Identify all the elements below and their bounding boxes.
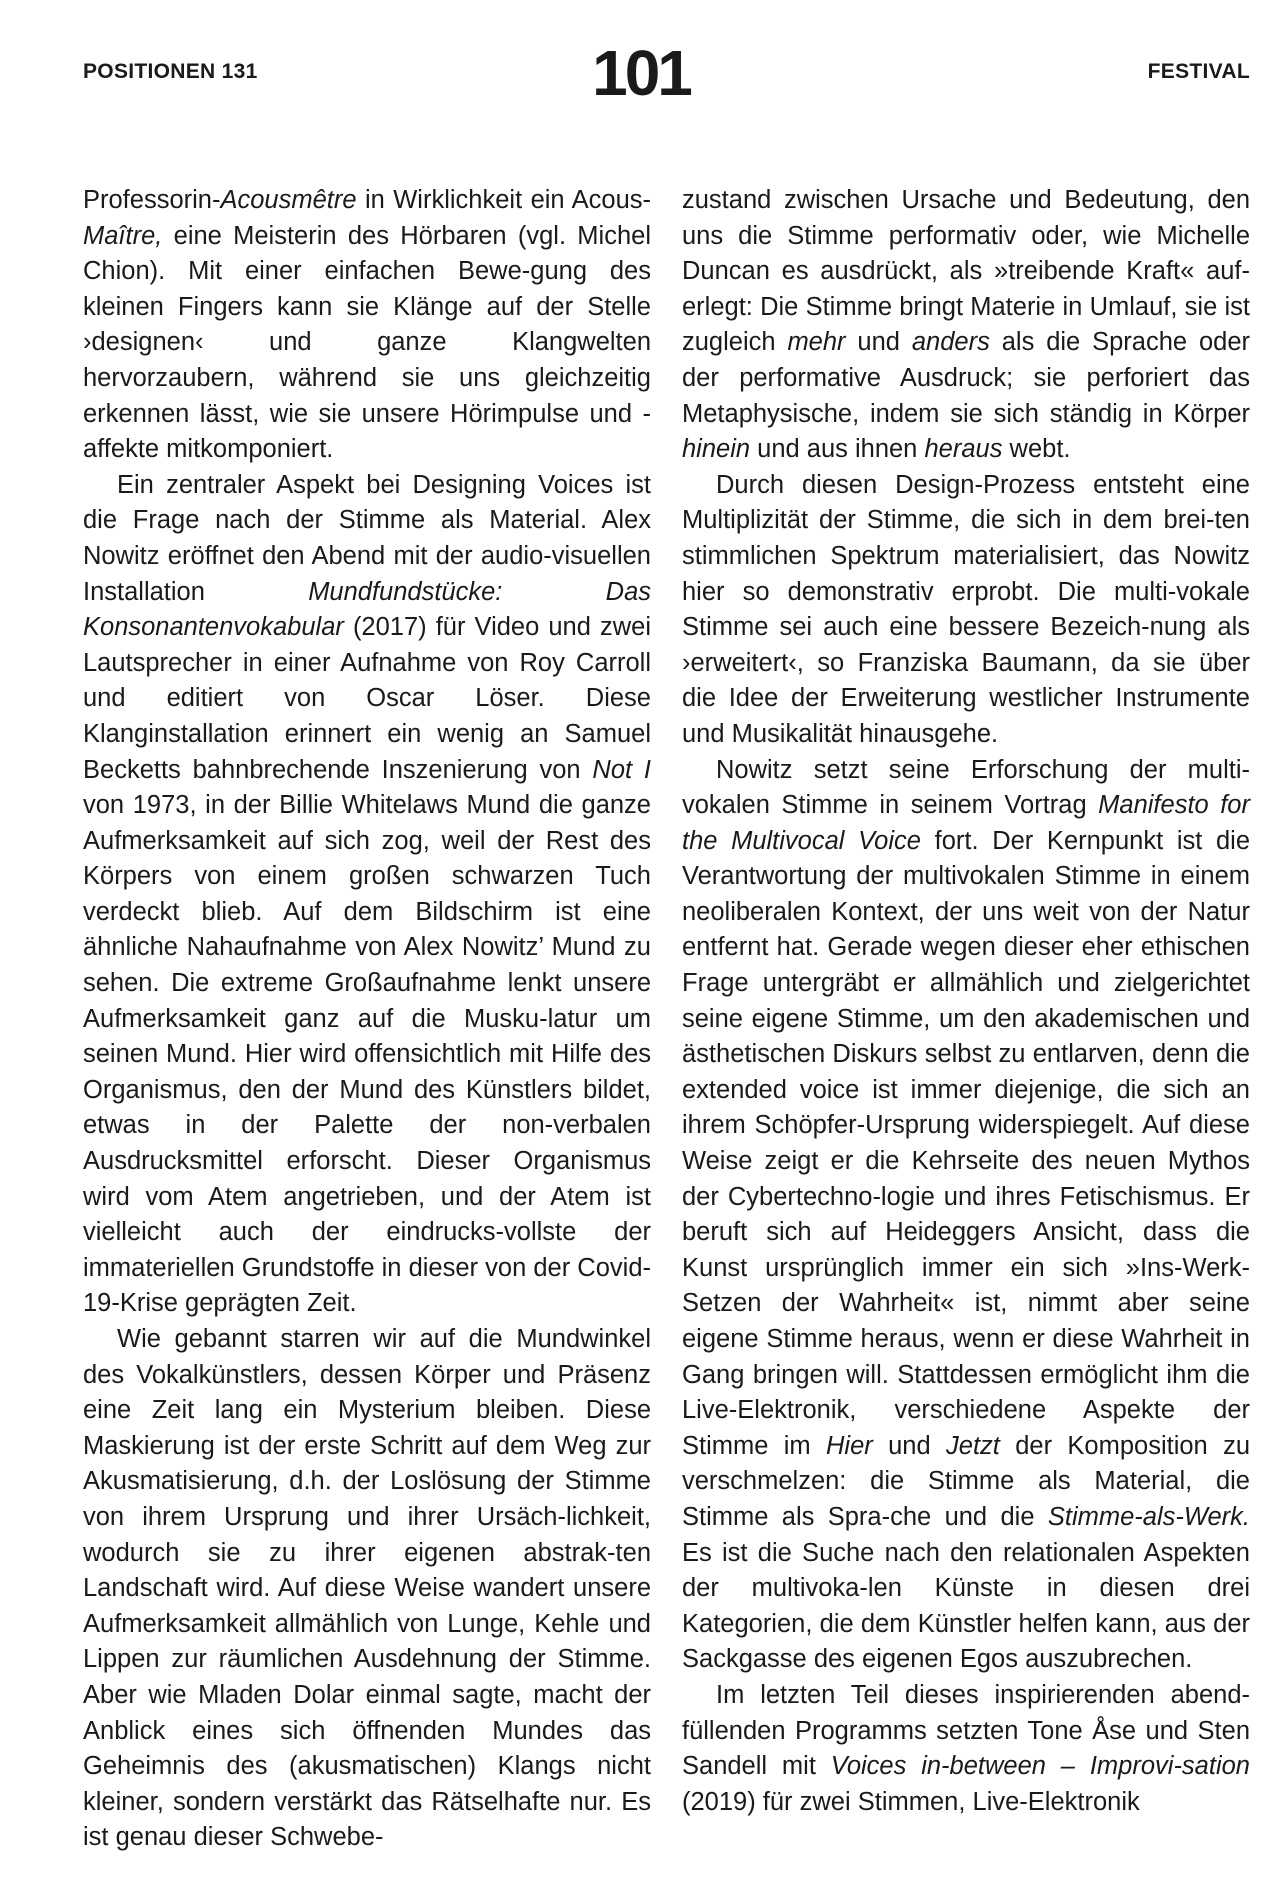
italic-text-run: Voices in-between – Improvi-sation bbox=[830, 1752, 1250, 1781]
text-run: (2019) für zwei Stimmen, Live-Elektronik bbox=[682, 1787, 1140, 1816]
italic-text-run: Maître, bbox=[83, 221, 163, 250]
text-run: Professorin- bbox=[83, 186, 221, 214]
paragraph bbox=[682, 753, 1250, 1678]
text-run: Nowitz setzt seine Erforschung der multi-vokalen Stimme in seinem Vortrag bbox=[682, 755, 1250, 820]
text-run: Es ist die Suche nach den relationalen Aspekten der multivoka-len Künste in diesen drei Kategorien, die dem Künstler helfen kann, aus der Sackgasse des eigenen Egos auszubrechen. bbox=[682, 1538, 1250, 1674]
paragraph bbox=[83, 183, 651, 468]
text-run: und bbox=[872, 1431, 947, 1460]
right-column bbox=[682, 183, 1250, 1820]
paragraph bbox=[682, 468, 1250, 753]
text-run: Wie gebannt starren wir auf die Mundwinkel des Vokalkünstlers, dessen Körper und Präsenz eine Zeit lang ein Mysterium bleiben. Diese Maskierung ist der erste Schritt auf dem Weg zur Akusmatisierung, d.h. der Loslösung der Stimme von ihrem Ursprung und ihrer Ursäch-lichkeit, wodurch sie zu ihrer eigenen abstrak-ten Landschaft wird. Auf diese Weise wandert unsere Aufmerksamkeit allmählich von Lunge, Kehle und Lippen zur räumlichen Ausdehnung der Stimme. Aber wie Mladen Dolar einmal sagte, macht der Anblick eines sich öffnenden Mundes das Geheimnis des (akusmatischen) Klangs nicht kleiner, sondern verstärkt das Rätselhafte nur. Es ist genau dieser Schwebe- bbox=[83, 1325, 651, 1852]
italic-text-run: hinein bbox=[682, 435, 751, 464]
journal-issue-label: POSITIONEN 131 bbox=[83, 60, 258, 83]
text-run: Im letzten Teil dieses inspirierenden abend-füllenden Programms setzten Tone Åse und Sten Sandell mit bbox=[682, 1680, 1250, 1781]
text-run: und bbox=[845, 328, 912, 357]
text-run: Durch diesen Design-Prozess entsteht eine Multiplizität der Stimme, die sich in dem brei-ten stimmlichen Spektrum materialisiert, das Nowitz hier so demonstrativ erprobt. Die multi-vokale Stimme sei auch eine bessere Bezeich-nung als ›erweitert‹, so Franziska Baumann, da sie über die Idee der Erweiterung westlicher Instrumente und Musikalität hinausgehe. bbox=[682, 470, 1250, 748]
text-run: zustand zwischen Ursache und Bedeutung, den uns die Stimme performativ oder, wie Michelle Duncan es ausdrückt, als »treibende Kraft« auf-erlegt: Die Stimme bringt Materie in Umlauf, sie ist zugleich bbox=[682, 186, 1250, 357]
page-number: 101 bbox=[592, 37, 690, 109]
italic-text-run: Not I bbox=[592, 755, 651, 784]
paragraph bbox=[83, 1322, 651, 1856]
italic-text-run: Acousmêtre bbox=[220, 186, 357, 214]
text-run: (2017) für Video und zwei Lautsprecher in einer Aufnahme von Roy Carroll und editiert von Oscar Löser. Diese Klanginstallation erinnert ein wenig an Samuel Becketts bahnbrechende Inszenierung von bbox=[83, 613, 651, 784]
paragraph bbox=[682, 183, 1250, 468]
italic-text-run: Jetzt bbox=[946, 1431, 1000, 1460]
italic-text-run: Mundfundstücke: Das Konsonantenvokabular bbox=[83, 577, 651, 642]
italic-text-run: heraus bbox=[924, 435, 1003, 464]
italic-text-run: Manifesto for the Multivocal Voice bbox=[682, 791, 1250, 855]
text-run: eine Meisterin des Hörbaren (vgl. Michel Chion). Mit einer einfachen Bewe-gung des kleinen Fingers kann sie Klänge auf der Stelle ›designen‹ und ganze Klangwelten hervorzaubern, während sie uns gleichzeitig erkennen lässt, wie sie unsere Hörimpulse und -affekte mitkomponiert. bbox=[83, 221, 651, 464]
text-run: Ein zentraler Aspekt bei Designing Voices ist die Frage nach der Stimme als Material. Alex Nowitz eröffnet den Abend mit der audio-visuellen Installation bbox=[83, 470, 651, 606]
paragraph bbox=[682, 1678, 1250, 1820]
paragraph bbox=[83, 468, 651, 1322]
italic-text-run: Stimme-als-Werk. bbox=[1047, 1502, 1250, 1531]
text-run: in Wirklichkeit ein Acous- bbox=[356, 186, 651, 214]
text-run: als die Sprache oder der performative Ausdruck; sie perforiert das Metaphysische, indem sie sich ständig in Körper bbox=[682, 328, 1250, 428]
text-run: fort. Der Kernpunkt ist die Verantwortung der multivokalen Stimme in einem neoliberalen Kontext, der uns weit von der Natur entfernt hat. Gerade wegen dieser eher ethischen Frage untergräbt er allmählich und zielgerichtet seine eigene Stimme, um den akademischen und ästhetischen Diskurs selbst zu entlarven, denn die extended voice ist immer diejenige, die sich an ihrem Schöpfer-Ursprung widerspiegelt. Auf diese Weise zeigt er die Kehrseite des neuen Mythos der Cybertechno-logie und ihres Fetischismus. Er beruft sich auf Heideggers Ansicht, dass die Kunst ursprünglich immer ein sich »Ins-Werk-Setzen der Wahrheit« ist, nimmt aber seine eigene Stimme heraus, wenn er diese Wahrheit in Gang bringen will. Stattdessen ermöglicht ihm die Live-Elektronik, verschiedene Aspekte der Stimme im bbox=[682, 826, 1251, 1460]
italic-text-run: Hier bbox=[826, 1431, 873, 1460]
text-run: der Komposition zu verschmelzen: die Stimme als Material, die Stimme als Spra-che und die bbox=[682, 1431, 1251, 1531]
left-column bbox=[83, 183, 651, 1856]
italic-text-run: mehr bbox=[787, 328, 846, 357]
text-run: und aus ihnen bbox=[750, 435, 925, 464]
text-run: von 1973, in der Billie Whitelaws Mund die ganze Aufmerksamkeit auf sich zog, weil der Rest des Körpers von einem großen schwarzen Tuch verdeckt blieb. Auf dem Bildschirm ist eine ähnliche Nahaufnahme von Alex Nowitz’ Mund zu sehen. Die extreme Großaufnahme lenkt unsere Aufmerksamkeit ganz auf die Musku-latur um seinen Mund. Hier wird offensichtlich mit Hilfe des Organismus, den der Mund des Künstlers bildet, etwas in der Palette der non-verbalen Ausdrucksmittel erforscht. Dieser Organismus wird vom Atem angetrieben, und der Atem ist vielleicht auch der eindrucks-vollste der immateriellen Grundstoffe in dieser von der Covid-19-Krise geprägten Zeit. bbox=[83, 791, 651, 1318]
text-run: webt. bbox=[1002, 435, 1071, 464]
section-label: FESTIVAL bbox=[1147, 60, 1250, 83]
italic-text-run: anders bbox=[911, 328, 990, 357]
